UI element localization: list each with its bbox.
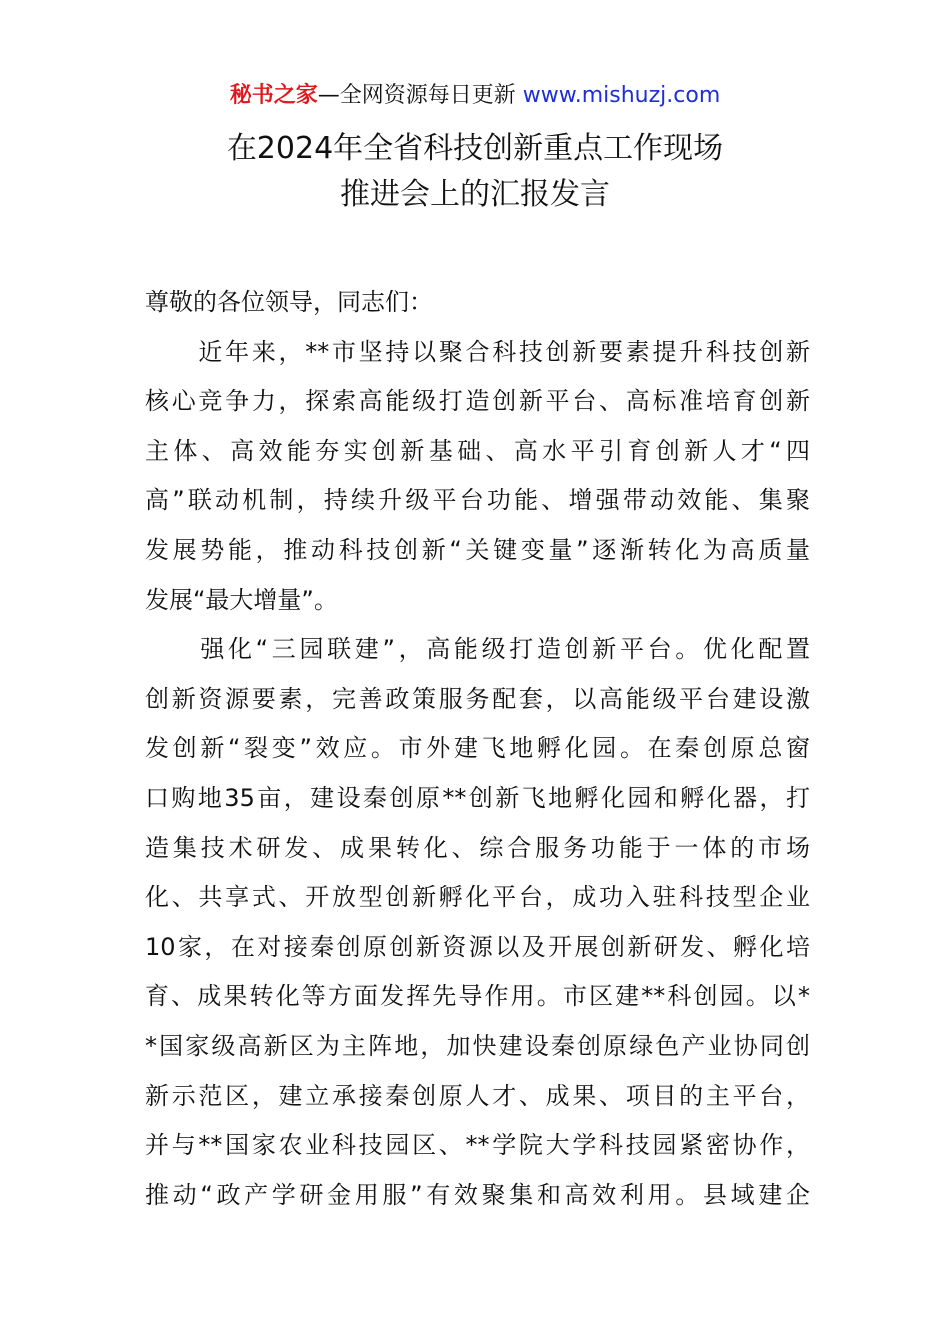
body-line: 育、成果转化等方面发挥先导作用。市区建**科创园。以* (145, 982, 810, 1011)
body-line: 发展势能，推动科技创新“关键变量”逐渐转化为高质量 (145, 535, 810, 564)
body-line: 近年来，**市坚持以聚合科技创新要素提升科技创新 (145, 337, 810, 366)
title-line-2: 推进会上的汇报发言 (340, 177, 610, 212)
body-line: 创新资源要素，完善政策服务配套，以高能级平台建设激 (145, 684, 810, 713)
document-body (145, 278, 810, 1220)
body-line: 推动“政产学研金用服”有效聚集和高效利用。县域建企 (145, 1180, 810, 1209)
header-tagline: 全网资源每日更新 (339, 83, 516, 108)
body-line: 新示范区，建立承接秦创原人才、成果、项目的主平台， (145, 1081, 810, 1110)
body-line: 高”联动机制，持续升级平台功能、增强带动效能、集聚 (145, 486, 810, 515)
body-line: 口购地35亩，建设秦创原**创新飞地孵化园和孵化器，打 (145, 783, 810, 812)
body-line: 并与**国家农业科技园区、**学院大学科技园紧密协作， (145, 1131, 810, 1160)
body-line: 核心竞争力，探索高能级打造创新平台、高标准培育创新 (145, 387, 810, 416)
site-header (0, 80, 950, 112)
body-line: 化、共享式、开放型创新孵化平台，成功入驻科技型企业 (145, 883, 810, 912)
salutation: 尊敬的各位领导，同志们： (145, 288, 433, 316)
site-url: www.mishuzj.com (522, 83, 721, 108)
body-line: 主体、高效能夯实创新基础、高水平引育创新人才“四 (145, 436, 810, 465)
body-line: 造集技术研发、成果转化、综合服务功能于一体的市场 (145, 833, 810, 862)
header-dash: — (317, 83, 340, 108)
body-line: 发展“最大增量”。 (145, 585, 338, 614)
body-line: 10家，在对接秦创原创新资源以及开展创新研发、孵化培 (145, 932, 810, 961)
document-title (0, 126, 950, 218)
brand-name: 秘书之家 (229, 83, 318, 108)
body-line: 发创新“裂变”效应。市外建飞地孵化园。在秦创原总窗 (145, 734, 810, 763)
body-line: *国家级高新区为主阵地，加快建设秦创原绿色产业协同创 (145, 1031, 810, 1060)
body-line: 强化“三园联建”，高能级打造创新平台。优化配置 (145, 635, 810, 664)
title-line-1: 在2024年全省科技创新重点工作现场 (226, 131, 724, 166)
